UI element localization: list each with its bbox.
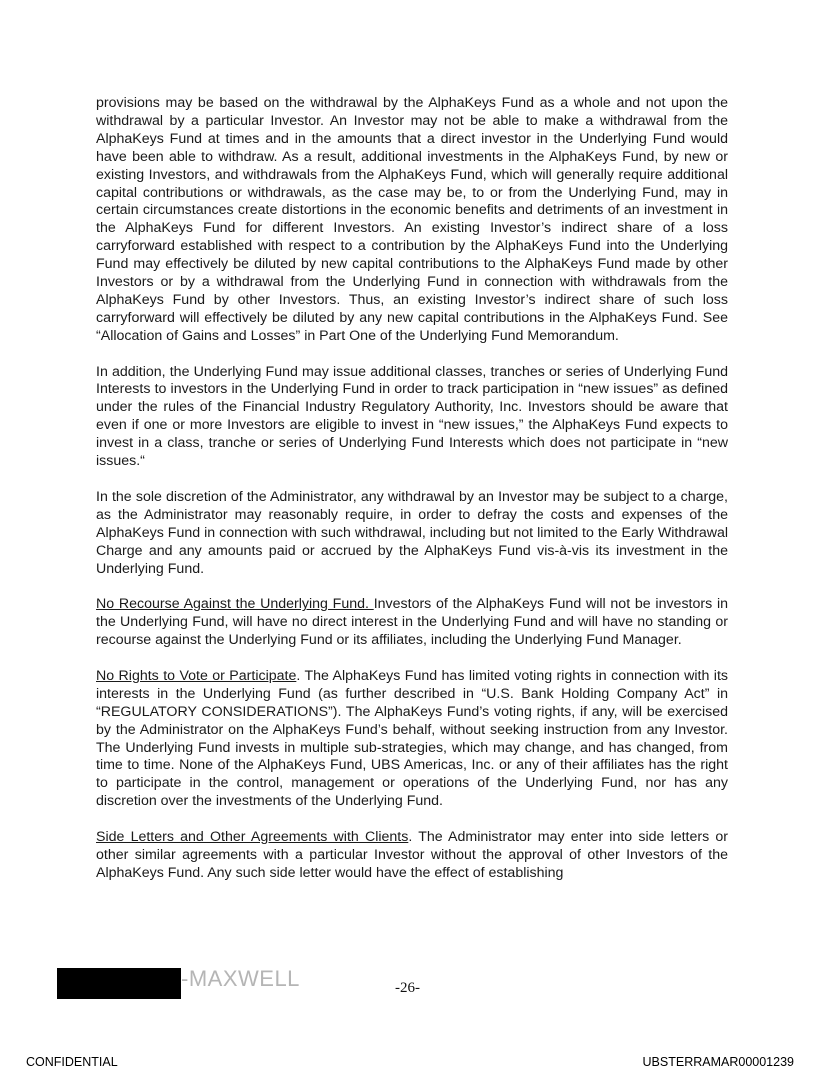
- paragraph-text: provisions may be based on the withdrawal by the AlphaKeys Fund as a whole and not upon the withdrawal by a particular Investor. An Investor may not be able to make a withdrawal from the AlphaKeys Fund at times and in the amounts that a direct investor in the Underlying Fund would have been able to withdraw. As a result, additional investments in the AlphaKeys Fund, by new or existing Investors, and withdrawals from the AlphaKeys Fund, which will generally require additional capital contributions or withdrawals, as the case may be, to or from the Underlying Fund, may in certain circumstances create distortions in the economic benefits and detriments of an investment in the AlphaKeys Fund for different Investors. An existing Investor’s indirect share of a loss carryforward established with respect to a contribution by the AlphaKeys Fund into the Underlying Fund may effectively be diluted by new capital contributions to the AlphaKeys Fund made by other Investors or by a withdrawal from the Underlying Fund in connection with withdrawals from the AlphaKeys Fund by other Investors. Thus, an existing Investor’s indirect share of such loss carryforward will effectively be diluted by any new capital contributions in the AlphaKeys Fund. See “Allocation of Gains and Losses” in Part One of the Underlying Fund Memorandum.: [96, 95, 728, 344]
- paragraph: [96, 364, 728, 471]
- paragraph-text: . The Administrator may enter into side letters or other similar agreements with a particular Investor without the approval of other Investors of the AlphaKeys Fund. Any such side letter would have the effect of establishing: [96, 829, 728, 881]
- section-heading: No Rights to Vote or Participate: [96, 667, 297, 684]
- document-body: [96, 95, 728, 883]
- redaction-box: [57, 968, 181, 999]
- confidential-label: CONFIDENTIAL: [26, 1055, 118, 1069]
- bates-number: UBSTERRAMAR00001239: [642, 1055, 794, 1069]
- paragraph-text: . The AlphaKeys Fund has limited voting rights in connection with its interests in the Underlying Fund (as further described in “U.S. Bank Holding Company Act” in “REGULATORY CONSIDERATIONS”). The AlphaKeys Fund’s voting rights, if any, will be exercised by the Administrator on the AlphaKeys Fund’s behalf, without seeking instruction from any Investor. The Underlying Fund invests in multiple sub-strategies, which may change, and has changed, from time to time. None of the AlphaKeys Fund, UBS Americas, Inc. or any of their affiliates has the right to participate in the control, management or operations of the Underlying Fund, nor has any discretion over the investments of the Underlying Fund.: [96, 667, 728, 810]
- footer-name: -MAXWELL: [181, 966, 300, 991]
- section-heading: Side Letters and Other Agreements with Clients: [96, 829, 409, 846]
- paragraph: [96, 829, 728, 883]
- paragraph: [96, 596, 728, 650]
- paragraph-text: In addition, the Underlying Fund may issue additional classes, tranches or series of Underlying Fund Interests to investors in the Underlying Fund in order to track participation in “new issues” as defined under the rules of the Financial Industry Regulatory Authority, Inc. Investors should be aware that even if one or more Investors are eligible to invest in “new issues,” the AlphaKeys Fund expects to invest in a class, tranche or series of Underlying Fund Interests which does not participate in “new issues.“: [96, 363, 728, 470]
- paragraph-text: In the sole discretion of the Administrator, any withdrawal by an Investor may be subject to a charge, as the Administrator may reasonably require, in order to defray the costs and expenses of the AlphaKeys Fund in connection with such withdrawal, including but not limited to the Early Withdrawal Charge and any amounts paid or accrued by the AlphaKeys Fund vis-à-vis its investment in the Underlying Fund.: [96, 488, 728, 577]
- paragraph: [96, 95, 728, 346]
- paragraph: [96, 489, 728, 579]
- paragraph: [96, 668, 728, 811]
- page-number: -26-: [395, 980, 420, 996]
- paragraph-text: Investors of the AlphaKeys Fund will not be investors in the Underlying Fund, will have no direct interest in the Underlying Fund and will have no standing or recourse against the Underlying Fund or its affiliates, including the Underlying Fund Manager.: [96, 596, 728, 649]
- section-heading: No Recourse Against the Underlying Fund.: [96, 596, 374, 613]
